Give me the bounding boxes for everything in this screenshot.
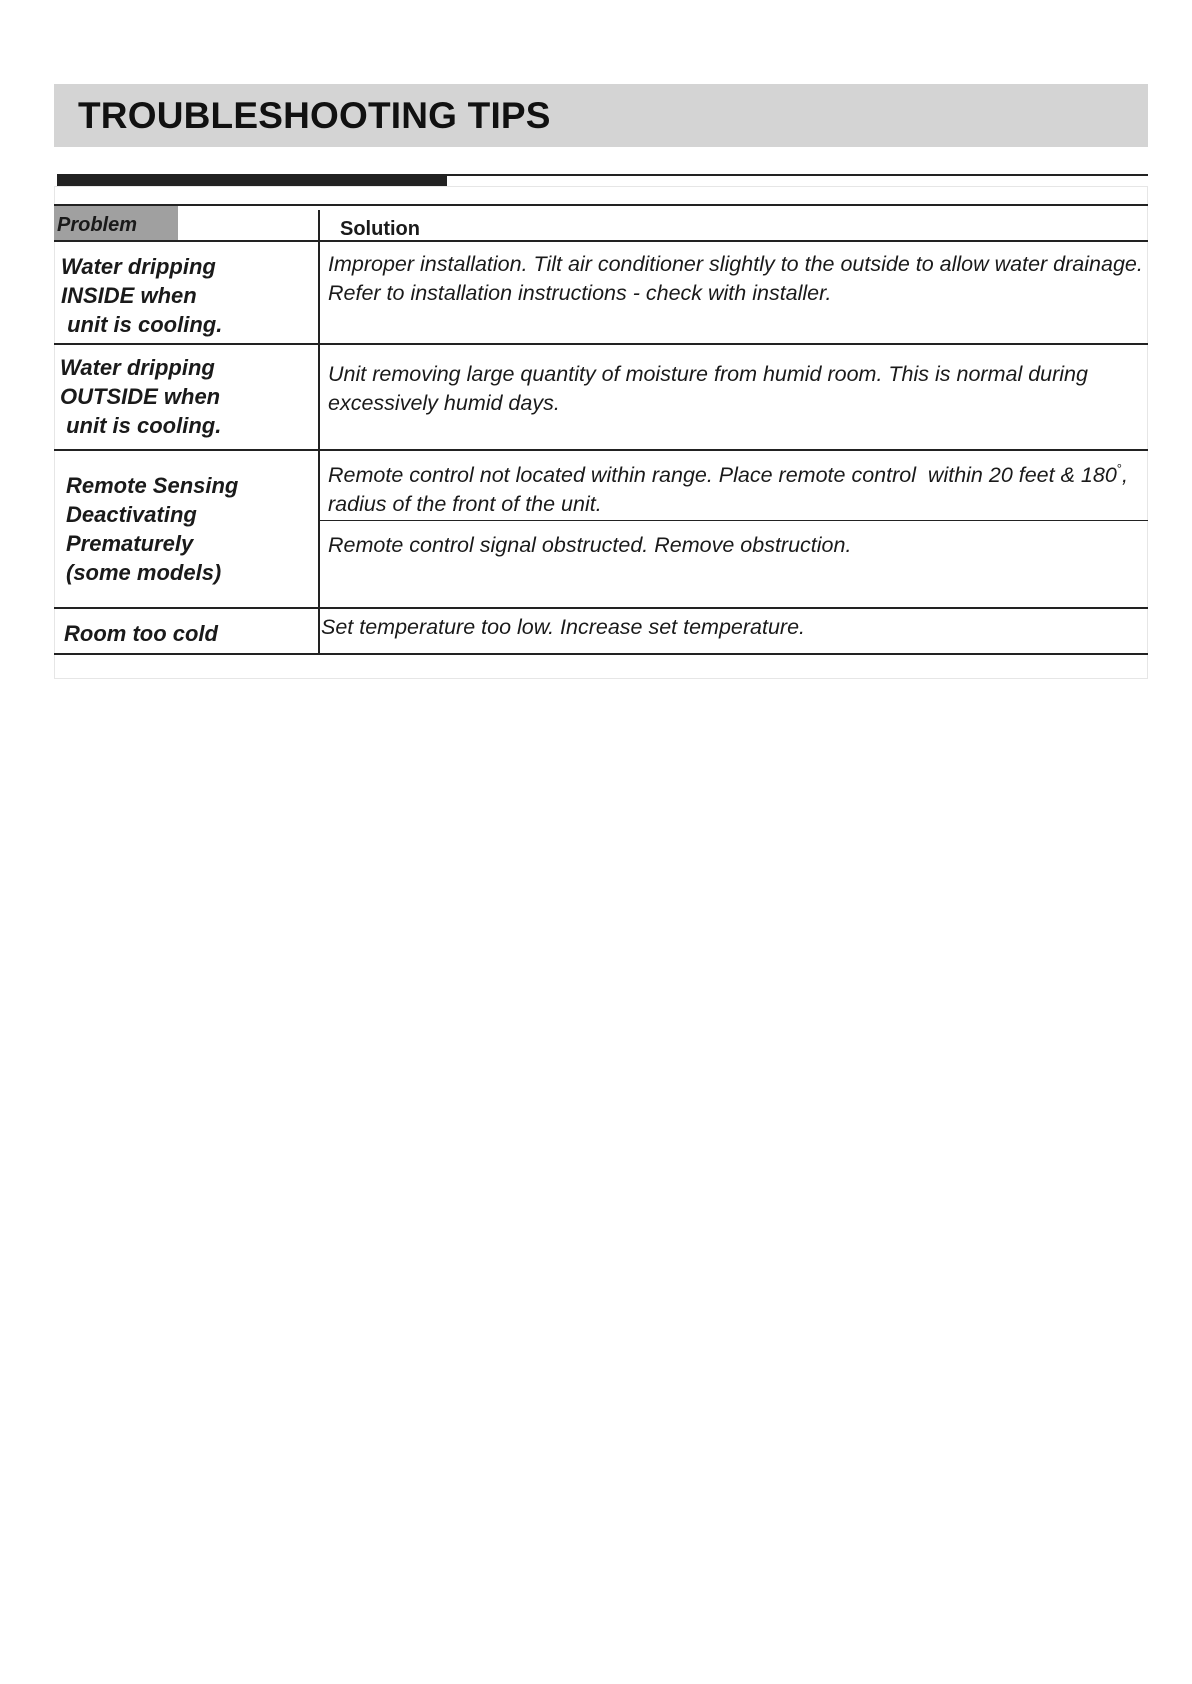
solution-text: Remote control not located within range. Place remote control within 20 feet & 180 <box>328 463 1117 487</box>
solution-line: Improper installation. Tilt air conditioner slightly to the outside to allow water drainage. <box>328 252 1143 276</box>
solution-text: , <box>1121 463 1128 487</box>
row1-bottom-rule <box>54 343 1148 345</box>
problem-cell-room-cold <box>64 619 218 648</box>
problem-header-label: Problem <box>57 214 138 236</box>
problem-cell-water-outside <box>60 353 221 440</box>
solution-cell-water-outside <box>328 360 1088 418</box>
solution-line <box>328 454 1128 490</box>
problem-line: Deactivating <box>66 502 197 527</box>
solution-line: radius of the front of the unit. <box>328 492 602 516</box>
row2-bottom-rule <box>54 449 1148 451</box>
solution-cell-remote-obstructed <box>328 531 851 560</box>
problem-line: OUTSIDE when <box>60 384 221 409</box>
solution-cell-remote-range <box>328 454 1128 519</box>
column-divider <box>318 210 320 654</box>
problem-line: Room too cold <box>64 621 218 646</box>
solution-line: Remote control signal obstructed. Remove obstruction. <box>328 533 852 557</box>
problem-line: unit is cooling. <box>61 312 223 337</box>
row3-inner-rule <box>318 520 1148 521</box>
solution-header: Solution <box>340 218 420 240</box>
solution-line: Unit removing large quantity of moisture from humid room. This is normal during <box>328 362 1088 386</box>
title-bar <box>54 84 1148 147</box>
problem-line: (some models) <box>66 560 222 585</box>
thick-divider <box>57 174 447 186</box>
problem-cell-water-inside <box>61 252 222 339</box>
solution-cell-water-inside <box>328 250 1143 308</box>
solution-line: Set temperature too low. Increase set temperature. <box>321 615 806 639</box>
table-top-rule <box>54 204 1148 206</box>
problem-cell-remote-sensing <box>66 471 238 587</box>
table-bottom-rule <box>54 653 1148 655</box>
problem-line: unit is cooling. <box>60 413 222 438</box>
page-title: TROUBLESHOOTING TIPS <box>78 95 551 136</box>
row3-bottom-rule <box>54 607 1148 609</box>
problem-line: Water dripping <box>60 355 215 380</box>
solution-line: excessively humid days. <box>328 391 560 415</box>
problem-line: Remote Sensing <box>66 473 239 498</box>
degree-symbol: ° <box>1116 461 1122 476</box>
solution-line: Refer to installation instructions - check with installer. <box>328 281 832 305</box>
problem-line: Water dripping <box>61 254 216 279</box>
thin-divider <box>447 174 1148 176</box>
header-bottom-rule <box>54 240 1148 242</box>
problem-line: Prematurely <box>66 531 194 556</box>
problem-header <box>54 206 178 240</box>
solution-cell-room-cold <box>321 613 805 642</box>
problem-line: INSIDE when <box>61 283 197 308</box>
